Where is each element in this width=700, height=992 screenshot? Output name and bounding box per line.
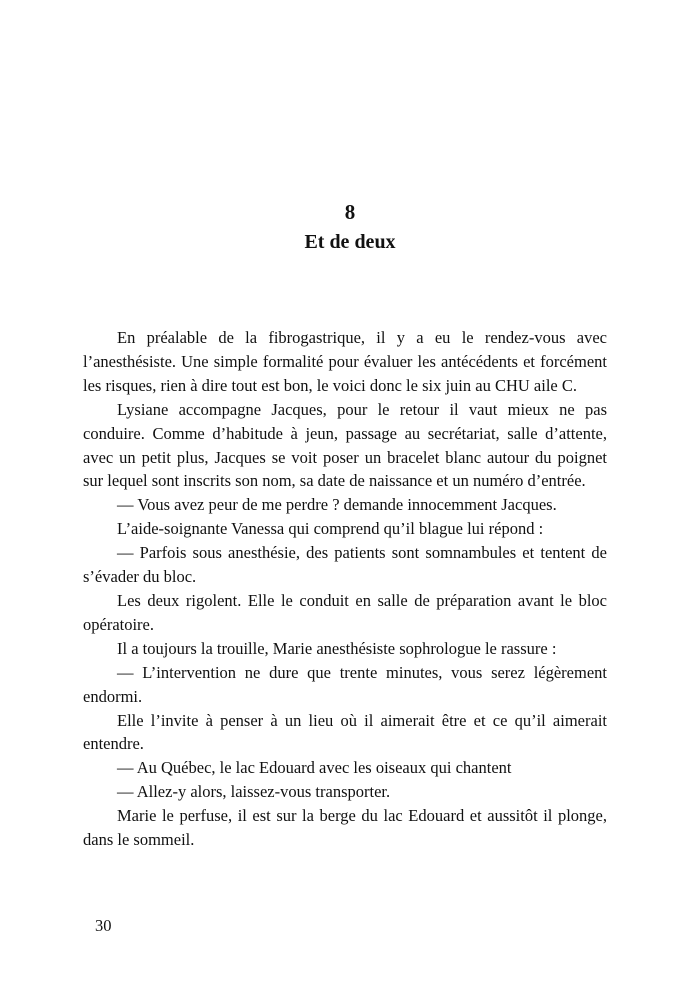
paragraph: Elle l’invite à penser à un lieu où il aimerait être et ce qu’il aimerait entendre. bbox=[83, 710, 607, 754]
chapter-title: Et de deux bbox=[304, 231, 396, 253]
paragraph: En préalable de la fibrogastrique, il y a eu le rendez-vous avec l’anesthésiste. Une simple formalité pour évaluer les antécédents et forcément les risques, rien à dire tout est bon, le voici donc le six juin au CHU aile C. bbox=[83, 328, 607, 395]
paragraph: Lysiane accompagne Jacques, pour le retour il vaut mieux ne pas conduire. Comme d’habitude à jeun, passage au secrétariat, salle d’attente, avec un petit plus, Jacques se voit poser un bracelet blanc autour du poignet sur lequel sont inscrits son nom, sa date de naissance et un numéro d’entrée. bbox=[83, 399, 607, 491]
chapter-number: 8 bbox=[344, 200, 356, 224]
dialogue-paragraph: — Allez-y alors, laissez-vous transporter. bbox=[117, 782, 391, 802]
page-number: 30 bbox=[95, 916, 112, 935]
dialogue-paragraph: — L’intervention ne dure que trente minutes, vous serez légèrement endormi. bbox=[83, 662, 607, 706]
paragraph: L’aide-soignante Vanessa qui comprend qu’il blague lui répond : bbox=[117, 519, 544, 539]
dialogue-paragraph: — Vous avez peur de me perdre ? demande innocemment Jacques. bbox=[117, 495, 557, 515]
paragraph: Il a toujours la trouille, Marie anesthésiste sophrologue le rassure : bbox=[117, 638, 557, 658]
paragraph: Les deux rigolent. Elle le conduit en salle de préparation avant le bloc opératoire. bbox=[83, 590, 607, 634]
paragraph: Marie le perfuse, il est sur la berge du lac Edouard et aussitôt il plonge, dans le sommeil. bbox=[83, 806, 607, 850]
dialogue-paragraph: — Au Québec, le lac Edouard avec les oiseaux qui chantent bbox=[117, 758, 512, 778]
dialogue-paragraph: — Parfois sous anesthésie, des patients sont somnambules et tentent de s’évader du bloc. bbox=[83, 543, 607, 587]
chapter-body bbox=[83, 326, 607, 852]
